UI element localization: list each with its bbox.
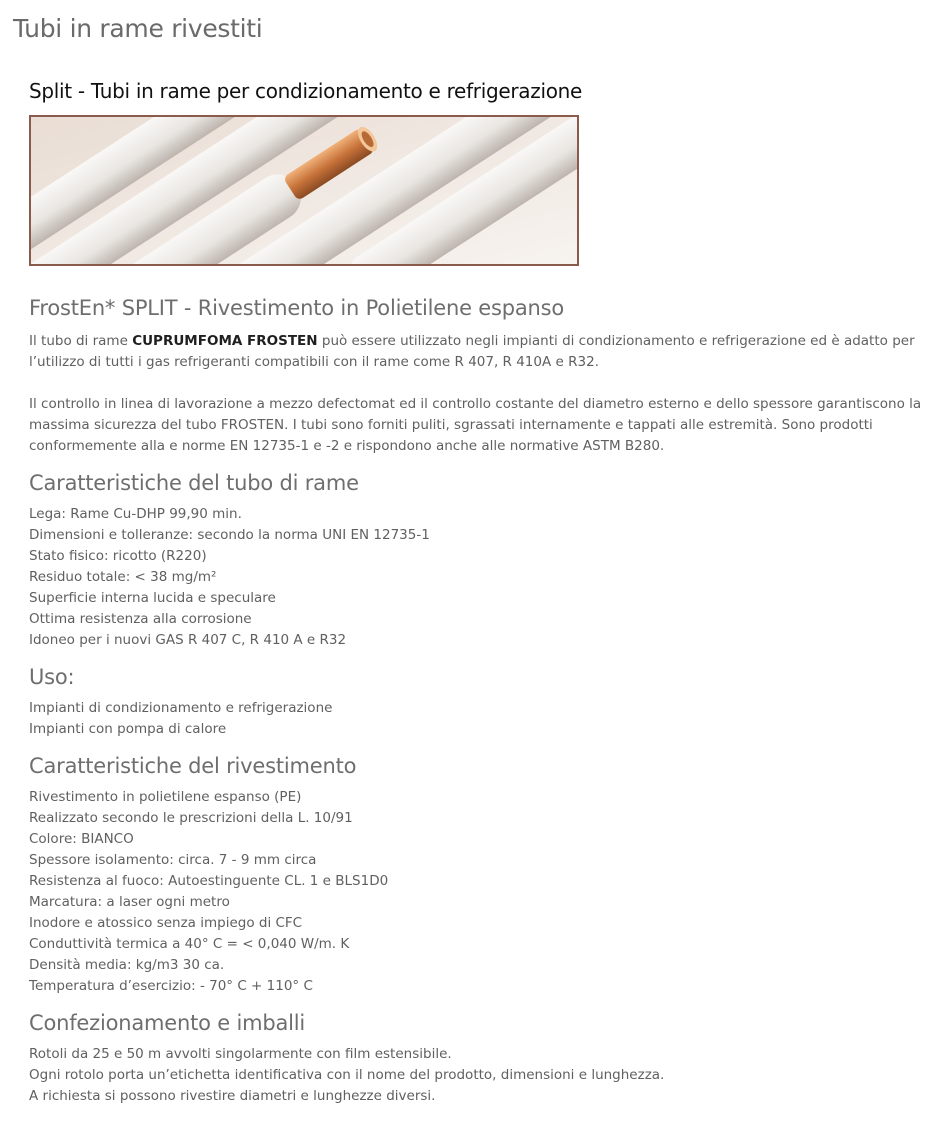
list-item: Impianti con pompa di calore [29,721,227,737]
list-item: Dimensioni e tolleranze: secondo la norma UNI EN 12735-1 [29,527,430,543]
section-title-coating: Caratteristiche del rivestimento [29,754,357,778]
frosten-title: FrostEn* SPLIT - Rivestimento in Polietilene espanso [29,296,565,320]
use-list [29,698,934,740]
list-item: Residuo totale: < 38 mg/m² [29,569,217,585]
list-item: Ogni rotolo porta un’etichetta identificativa con il nome del prodotto, dimensioni e lunghezza. [29,1067,665,1083]
list-item: Rivestimento in polietilene espanso (PE) [29,789,302,805]
intro-text-before: Il tubo di rame [29,333,133,349]
list-item: Rotoli da 25 e 50 m avvolti singolarmente con film estensibile. [29,1046,452,1062]
product-title: Split - Tubi in rame per condizionamento e refrigerazione [29,79,583,103]
list-item: Inodore e atossico senza impiego di CFC [29,915,303,931]
pipes-illustration [31,117,577,264]
coating-characteristics-list [29,787,934,997]
list-item: Spessore isolamento: circa. 7 - 9 mm circa [29,852,317,868]
list-item: Stato fisico: ricotto (R220) [29,548,207,564]
product-image [29,115,579,266]
list-item: Densità media: kg/m3 30 ca. [29,957,225,973]
copper-characteristics-list [29,504,934,651]
list-item: Resistenza al fuoco: Autoestinguente CL. 1 e BLS1D0 [29,873,389,889]
list-item: Lega: Rame Cu-DHP 99,90 min. [29,506,242,522]
list-item: Temperatura d’esercizio: - 70° C + 110° C [29,978,313,994]
list-item: Ottima resistenza alla corrosione [29,611,252,627]
list-item: Idoneo per i nuovi GAS R 407 C, R 410 A e R32 [29,632,347,648]
list-item: Realizzato secondo le prescrizioni della L. 10/91 [29,810,353,826]
list-item: Impianti di condizionamento e refrigerazione [29,700,333,716]
brand-name: CUPRUMFOMA FROSTEN [132,333,318,349]
section-title-use: Uso: [29,665,75,689]
section-title-copper: Caratteristiche del tubo di rame [29,471,359,495]
quality-control-paragraph: Il controllo in linea di lavorazione a mezzo defectomat ed il controllo costante del diametro esterno e dello spessore garantiscono la massima sicurezza del tubo FROSTEN. I tubi sono forniti puliti, sgrassati internamente e tappati alle estremità. Sono prodotti conformemente alla e norme EN 12735-1 e -2 e rispondono anche alle normative ASTM B280. [29,396,922,454]
page-title: Tubi in rame rivestiti [13,14,263,43]
intro-text-after: può essere utilizzato negli impianti di condizionamento e refrigerazione ed è adatto per l’utilizzo di tutti i gas refrigeranti compatibili con il rame come R 407, R 410A e R32. [29,333,915,370]
packaging-list [29,1044,934,1107]
section-title-packaging: Confezionamento e imballi [29,1011,306,1035]
list-item: Superficie interna lucida e speculare [29,590,276,606]
list-item: Conduttività termica a 40° C = < 0,040 W/m. K [29,936,350,952]
product-description [29,296,934,1107]
list-item: Colore: BIANCO [29,831,134,847]
frosten-intro-paragraph [29,331,934,373]
list-item: A richiesta si possono rivestire diametri e lunghezze diversi. [29,1088,436,1104]
list-item: Marcatura: a laser ogni metro [29,894,230,910]
